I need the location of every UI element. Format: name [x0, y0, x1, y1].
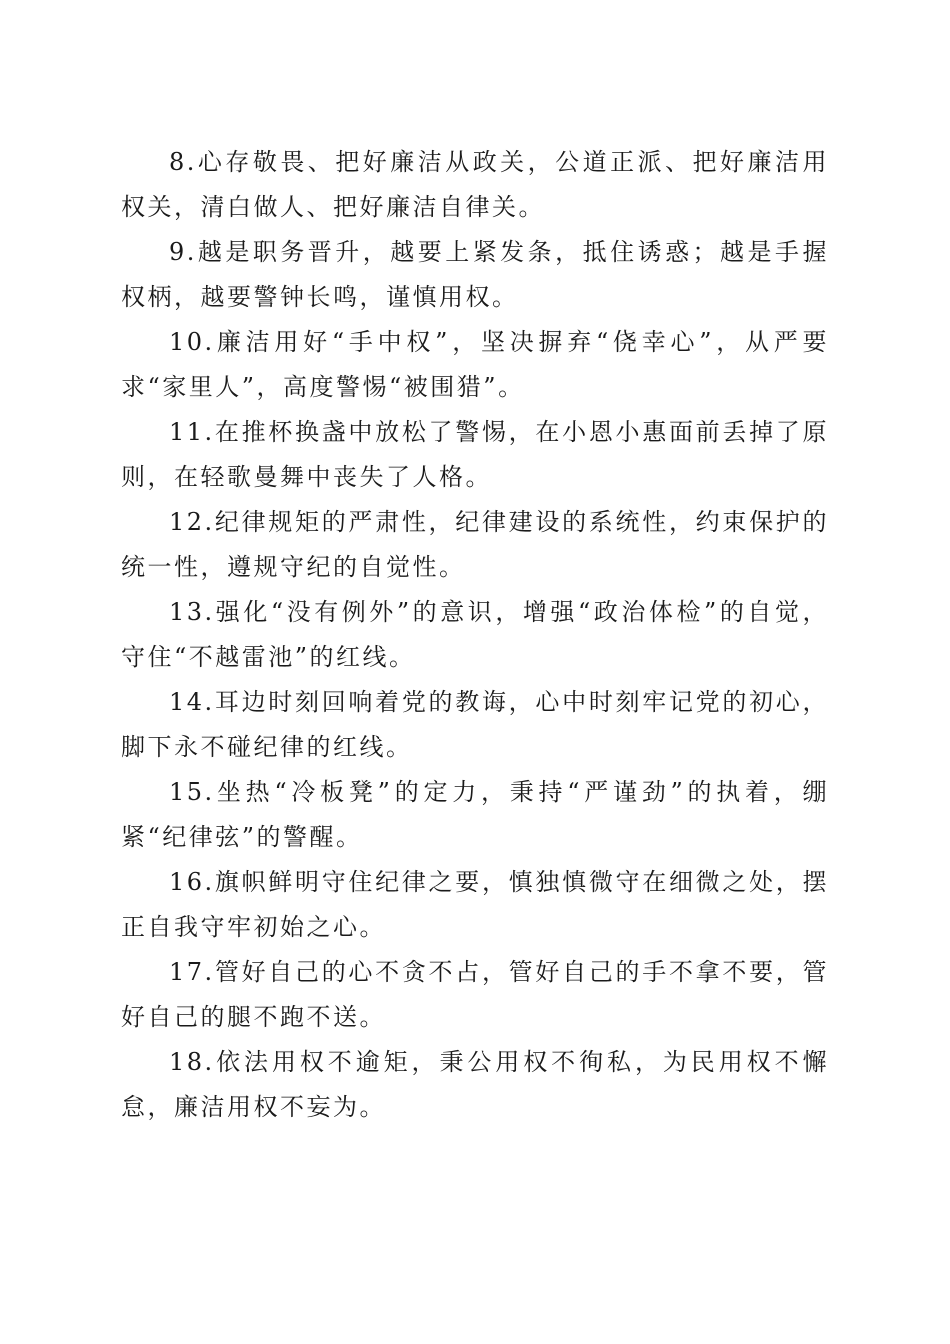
- paragraph-10: 10.廉洁用好“手中权”，坚决摒弃“侥幸心”，从严要求“家里人”，高度警惕“被围猎”。: [121, 328, 829, 401]
- paragraph-12: 12.纪律规矩的严肃性，纪律建设的系统性，约束保护的统一性，遵规守纪的自觉性。: [121, 508, 829, 581]
- paragraph-11: 11.在推杯换盏中放松了警惕，在小恩小惠面前丢掉了原则，在轻歌曼舞中丧失了人格。: [121, 418, 829, 491]
- paragraph-13: 13.强化“没有例外”的意识，增强“政治体检”的自觉，守住“不越雷池”的红线。: [121, 598, 829, 671]
- paragraph-16: 16.旗帜鲜明守住纪律之要，慎独慎微守在细微之处，摆正自我守牢初始之心。: [121, 868, 829, 941]
- paragraph-15: 15.坐热“冷板凳”的定力，秉持“严谨劲”的执着，绷紧“纪律弦”的警醒。: [121, 778, 829, 851]
- paragraph-9: 9.越是职务晋升，越要上紧发条，抵住诱惑；越是手握权柄，越要警钟长鸣，谨慎用权。: [121, 238, 829, 311]
- paragraph-17: 17.管好自己的心不贪不占，管好自己的手不拿不要，管好自己的腿不跑不送。: [121, 958, 829, 1031]
- paragraph-14: 14.耳边时刻回响着党的教诲，心中时刻牢记党的初心，脚下永不碰纪律的红线。: [121, 688, 829, 761]
- paragraph-8: 8.心存敬畏、把好廉洁从政关，公道正派、把好廉洁用权关，清白做人、把好廉洁自律关。: [121, 148, 829, 221]
- paragraph-18: 18.依法用权不逾矩，秉公用权不徇私，为民用权不懈怠，廉洁用权不妄为。: [121, 1048, 829, 1121]
- document-body: [121, 140, 829, 1130]
